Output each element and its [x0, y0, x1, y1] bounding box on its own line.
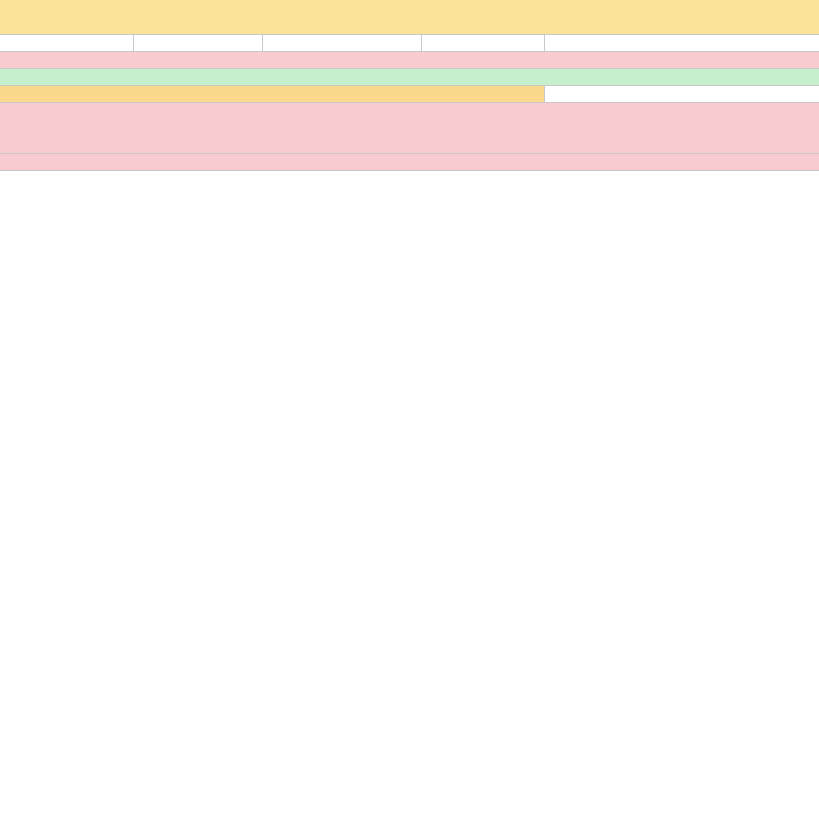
spreadsheet	[0, 0, 819, 171]
note-mine[interactable]	[0, 86, 545, 102]
note-first-week	[0, 52, 819, 69]
header-row	[0, 35, 819, 52]
header-event[interactable]	[134, 35, 263, 51]
section-title	[0, 103, 819, 137]
header-notes[interactable]	[545, 35, 819, 51]
header-region[interactable]	[0, 35, 134, 51]
note-netcafe	[0, 137, 819, 154]
note-followup	[0, 69, 819, 86]
note-mine-row	[0, 86, 819, 103]
city-title	[0, 0, 819, 35]
header-affection[interactable]	[422, 35, 545, 51]
note-tiger	[0, 154, 819, 171]
header-reward[interactable]	[263, 35, 422, 51]
